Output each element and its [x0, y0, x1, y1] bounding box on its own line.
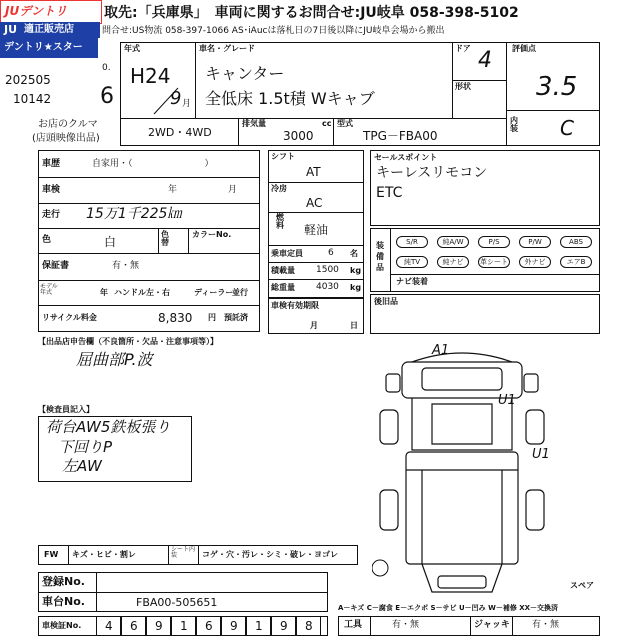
fw-label: FW [44, 550, 59, 559]
equipment-item: 純A/W [437, 236, 469, 248]
cc-label: 排気量 [242, 119, 266, 128]
notes-text: 屈曲部P.波 [76, 350, 153, 369]
equipment-item: P/S [478, 236, 510, 248]
logo-text: JUデントリ [5, 4, 67, 18]
name-line1: キャンター [205, 64, 285, 83]
cert-digit: 6 [205, 619, 213, 633]
sales-point-1: キーレスリモコン [376, 165, 488, 181]
regist-month: 月 [310, 321, 318, 330]
dealer-value: 並行 [232, 288, 248, 297]
navi-label: ナビ装着 [396, 277, 428, 286]
mileage-label: 走行 [42, 210, 61, 220]
inspector-label: 【検査員記入】 [38, 405, 94, 414]
star-logo [0, 38, 98, 58]
handle-label: ハンドル [114, 288, 146, 297]
inspect-year: 年 [168, 185, 178, 195]
equipment-item: 外ナビ [519, 256, 551, 268]
tools-label: 工具 [344, 620, 363, 630]
seller-info: 取先:「兵庫県」 車両に関するお問合せ:JU岐阜 058-398-5102 [104, 5, 519, 21]
model-year-label: モデル年式 [40, 283, 58, 296]
equipment-item: ABS [560, 236, 592, 248]
sales-point-2: ETC [376, 185, 403, 201]
load-label: 積載量 [271, 266, 295, 275]
star-text: デントリ★スター [4, 42, 83, 53]
month-unit: 月 [182, 99, 192, 109]
regist-day: 日 [350, 321, 358, 330]
color-no-label: カラーNo. [192, 230, 232, 239]
cc-value: 3000 [283, 129, 314, 143]
month-slash [150, 86, 180, 116]
inspect-month: 月 [228, 185, 238, 195]
equipment-label: 装備品 [376, 241, 384, 272]
inspector-line3: 左AW [62, 457, 102, 475]
cert-digit-cell [271, 616, 296, 636]
cert-digit: 9 [155, 619, 163, 633]
capacity-unit: 名 [350, 249, 358, 258]
jack-value: 有・無 [532, 620, 560, 630]
misc-label: 後旧品 [374, 297, 398, 306]
color-value: 白 [104, 235, 117, 249]
lot-number-1: 202505 [5, 73, 51, 87]
notes-label: 【出品店申告欄（不良箇所・欠品・注意事項等）】 [38, 337, 218, 346]
dealer-label: ディーラー [194, 288, 234, 297]
shift-label: シフト [271, 152, 295, 161]
year-value: H24 [130, 64, 171, 88]
gross-label: 総重量 [271, 283, 295, 292]
history-label: 車歴 [42, 159, 61, 169]
lot-number-2: 10142 [13, 92, 52, 106]
fuel-label: 燃料 [276, 213, 284, 230]
dentori-logo [0, 0, 102, 24]
cert-digit-cell [296, 616, 321, 636]
cert-digit-cell [246, 616, 271, 636]
spare-label: スペア [570, 581, 594, 590]
recycle-label: リサイクル料金 [42, 313, 97, 322]
equipment-item: S/R [396, 236, 428, 248]
shop-car-1: お店のクルマ [38, 119, 98, 130]
inspect-label: 車検 [42, 185, 61, 195]
gross-value: 4030 [316, 282, 339, 292]
sales-point-label: セールスポイント [374, 153, 438, 162]
color-change-label: 色替 [161, 230, 169, 247]
cert-label: 車検証No. [42, 621, 82, 630]
misc-box [370, 294, 600, 334]
cert-digit-cell [96, 616, 121, 636]
warranty-value: 有・無 [112, 261, 140, 271]
score-label: 評価点 [512, 44, 536, 53]
handle-value: 左・右 [146, 288, 170, 297]
tools-box [338, 616, 600, 636]
model-label: 型式 [337, 119, 353, 128]
cert-digit-cell [146, 616, 171, 636]
cert-digit: 8 [305, 619, 313, 633]
ac-label: 冷房 [271, 184, 287, 193]
score-value: 3.5 [536, 72, 578, 102]
recycle-status: 預託済 [224, 313, 248, 322]
mileage-value: 15万1千225㎞ [86, 206, 182, 222]
name-line2: 全低床 1.5t積 Wキャブ [205, 89, 375, 108]
cert-digit: 6 [130, 619, 138, 633]
sub-info: 問合せ:US物流 058-397-1066 AS･iAucは落札日の7日後以降にJU岐阜会場から搬出 [102, 26, 445, 36]
jack-label: ジャッキ [474, 620, 510, 630]
shape-label: 形状 [455, 82, 471, 91]
color-label: 色 [42, 235, 52, 245]
cert-digit: 9 [230, 619, 238, 633]
shop-text: 適正販売店 [24, 24, 74, 35]
load-value: 1500 [316, 265, 339, 275]
cert-digit: 4 [105, 619, 113, 633]
regist-label: 車検有効期限 [271, 301, 319, 310]
damage-key: A－キズ C－腐食 E－エクボ S－サビ U－凹み W－補修 XX－交換済 [338, 604, 559, 612]
door-value: 4 [478, 48, 492, 73]
load-unit: kg [350, 266, 362, 275]
sheet-label: シート内装 [171, 546, 196, 559]
inspector-line1: 荷台AW5鉄板張り [46, 418, 171, 436]
reg-label: 登録No. [42, 575, 85, 588]
equipment-item: エアB [560, 256, 592, 268]
cert-digit: 1 [255, 619, 263, 633]
equipment-item: P/W [519, 236, 551, 248]
chassis-label: 車台No. [42, 595, 85, 608]
truck-diagram [372, 340, 552, 605]
recycle-unit: 円 [208, 313, 216, 322]
name-label: 車名・グレード [199, 44, 255, 53]
shop-car-2: (店頭映像出品) [32, 133, 100, 144]
mark-front: A1 [432, 343, 450, 358]
history-value: 自家用・（ ） [92, 159, 214, 169]
cert-digit: 1 [180, 619, 188, 633]
equipment-item: 純TV [396, 256, 428, 268]
ju-logo [0, 22, 100, 38]
cert-digit-cell [221, 616, 246, 636]
ac-value: AC [306, 196, 323, 210]
drive-text: 2WD・4WD [148, 126, 212, 139]
shift-value: AT [306, 165, 321, 179]
capacity-value: 6 [328, 248, 334, 258]
capacity-label: 乗車定員 [271, 249, 303, 258]
cc-unit: cc [322, 119, 332, 128]
lot-partial: 0. [102, 63, 111, 73]
chassis-value: FBA00-505651 [136, 596, 218, 609]
cert-digit: 9 [280, 619, 288, 633]
sheet-items: コゲ・穴・汚レ・シミ・破レ・ヨゴレ [202, 550, 338, 559]
warranty-label: 保証書 [42, 261, 70, 271]
tools-value: 有・無 [392, 620, 420, 630]
interior-label: 内装 [510, 116, 518, 133]
equipment-item: 純ナビ [437, 256, 469, 268]
inspector-line2: 下回りP [58, 438, 113, 456]
ju-text: JU [4, 23, 18, 36]
mark-b: U1 [532, 447, 550, 462]
model-value: TPG－FBA00 [363, 129, 438, 143]
lot-digit: 6 [100, 84, 114, 109]
gross-unit: kg [350, 283, 362, 292]
cert-digit-cell [196, 616, 221, 636]
cert-digit-cell [121, 616, 146, 636]
interior-value: C [560, 116, 574, 140]
cert-digit-cell [171, 616, 196, 636]
year-unit: 年 [100, 288, 108, 297]
recycle-value: 8,830 [158, 311, 193, 325]
fw-items: キズ・ヒビ・割レ [72, 550, 136, 559]
month-value: 9 [170, 88, 182, 109]
year-label: 年式 [124, 44, 140, 53]
fuel-value: 軽油 [304, 223, 329, 237]
spare-tire-icon [372, 560, 388, 576]
mark-a: U1 [498, 393, 516, 408]
door-label: ドア [455, 44, 471, 53]
equipment-item: 革シート [480, 258, 508, 266]
